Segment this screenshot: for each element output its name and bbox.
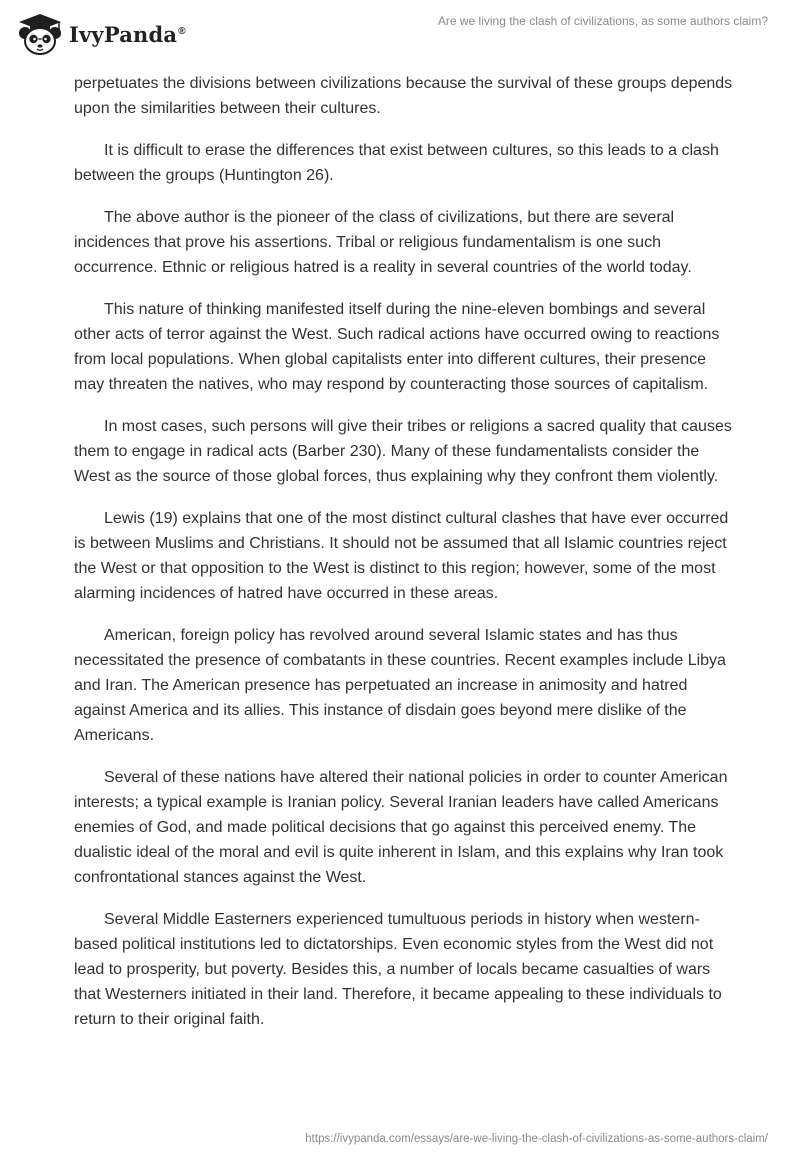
paragraph: American, foreign policy has revolved around several Islamic states and has thus necessitated the presence of combatants in these countries. Recent examples include Libya and Iran. The American presence has perpetuated an increase in animosity and hatred against America and its allies. This instance of disdain goes beyond mere dislike of the Americans. xyxy=(74,627,726,744)
paragraph: Several of these nations have altered their national policies in order to counter American interests; a typical example is Iranian policy. Several Iranian leaders have called Americans enemies of God, and made political decisions that go against this perceived enemy. The dualistic ideal of the moral and evil is quite inherent in Islam, and this explains why Iran took confrontational stances against the West. xyxy=(74,769,728,886)
paragraph: It is difficult to erase the differences that exist between cultures, so this leads to a clash between the groups (Huntington 26). xyxy=(74,142,719,184)
paragraph: This nature of thinking manifested itself during the nine-eleven bombings and several other acts of terror against the West. Such radical actions have occurred owing to reactions from local populations. When global capitalists enter into different cultures, their presence may threaten the natives, who may respond by counteracting those sources of capitalism. xyxy=(74,301,720,393)
ivypanda-logo[interactable] xyxy=(15,12,186,56)
paragraph: perpetuates the divisions between civilizations because the survival of these groups depends upon the similarities between their cultures. xyxy=(74,75,733,117)
source-url[interactable]: https://ivypanda.com/essays/are-we-living-the-clash-of-civilizations-as-some-authors-claim/ xyxy=(305,1133,768,1145)
paragraph: Lewis (19) explains that one of the most distinct cultural clashes that have ever occurred is between Muslims and Christians. It should not be assumed that all Islamic countries reject the West or that opposition to the West is distinct to this region; however, some of the most alarming incidences of hatred have occurred in these areas. xyxy=(74,510,729,602)
page-header xyxy=(0,0,800,70)
brand-name: IvyPanda® xyxy=(69,21,186,47)
page-title: Are we living the clash of civilizations, as some authors claim? xyxy=(437,14,768,28)
panda-graduation-icon xyxy=(15,12,65,56)
paragraph: In most cases, such persons will give their tribes or religions a sacred quality that causes them to engage in radical acts (Barber 230). Many of these fundamentalists consider the West as the source of those global forces, thus explaining why they confront them violently. xyxy=(74,418,732,485)
registered-mark: ® xyxy=(178,25,186,37)
essay-body xyxy=(74,71,734,1049)
paragraph: The above author is the pioneer of the class of civilizations, but there are several incidences that prove his assertions. Tribal or religious fundamentalism is one such occurrence. Ethnic or religious hatred is a reality in several countries of the world today. xyxy=(74,209,692,276)
paragraph: Several Middle Easterners experienced tumultuous periods in history when western-based political institutions led to dictatorships. Even economic styles from the West did not lead to prosperity, but poverty. Besides this, a number of locals became casualties of wars that Westerners initiated in their land. Therefore, it became appealing to these individuals to return to their original faith. xyxy=(74,911,722,1028)
